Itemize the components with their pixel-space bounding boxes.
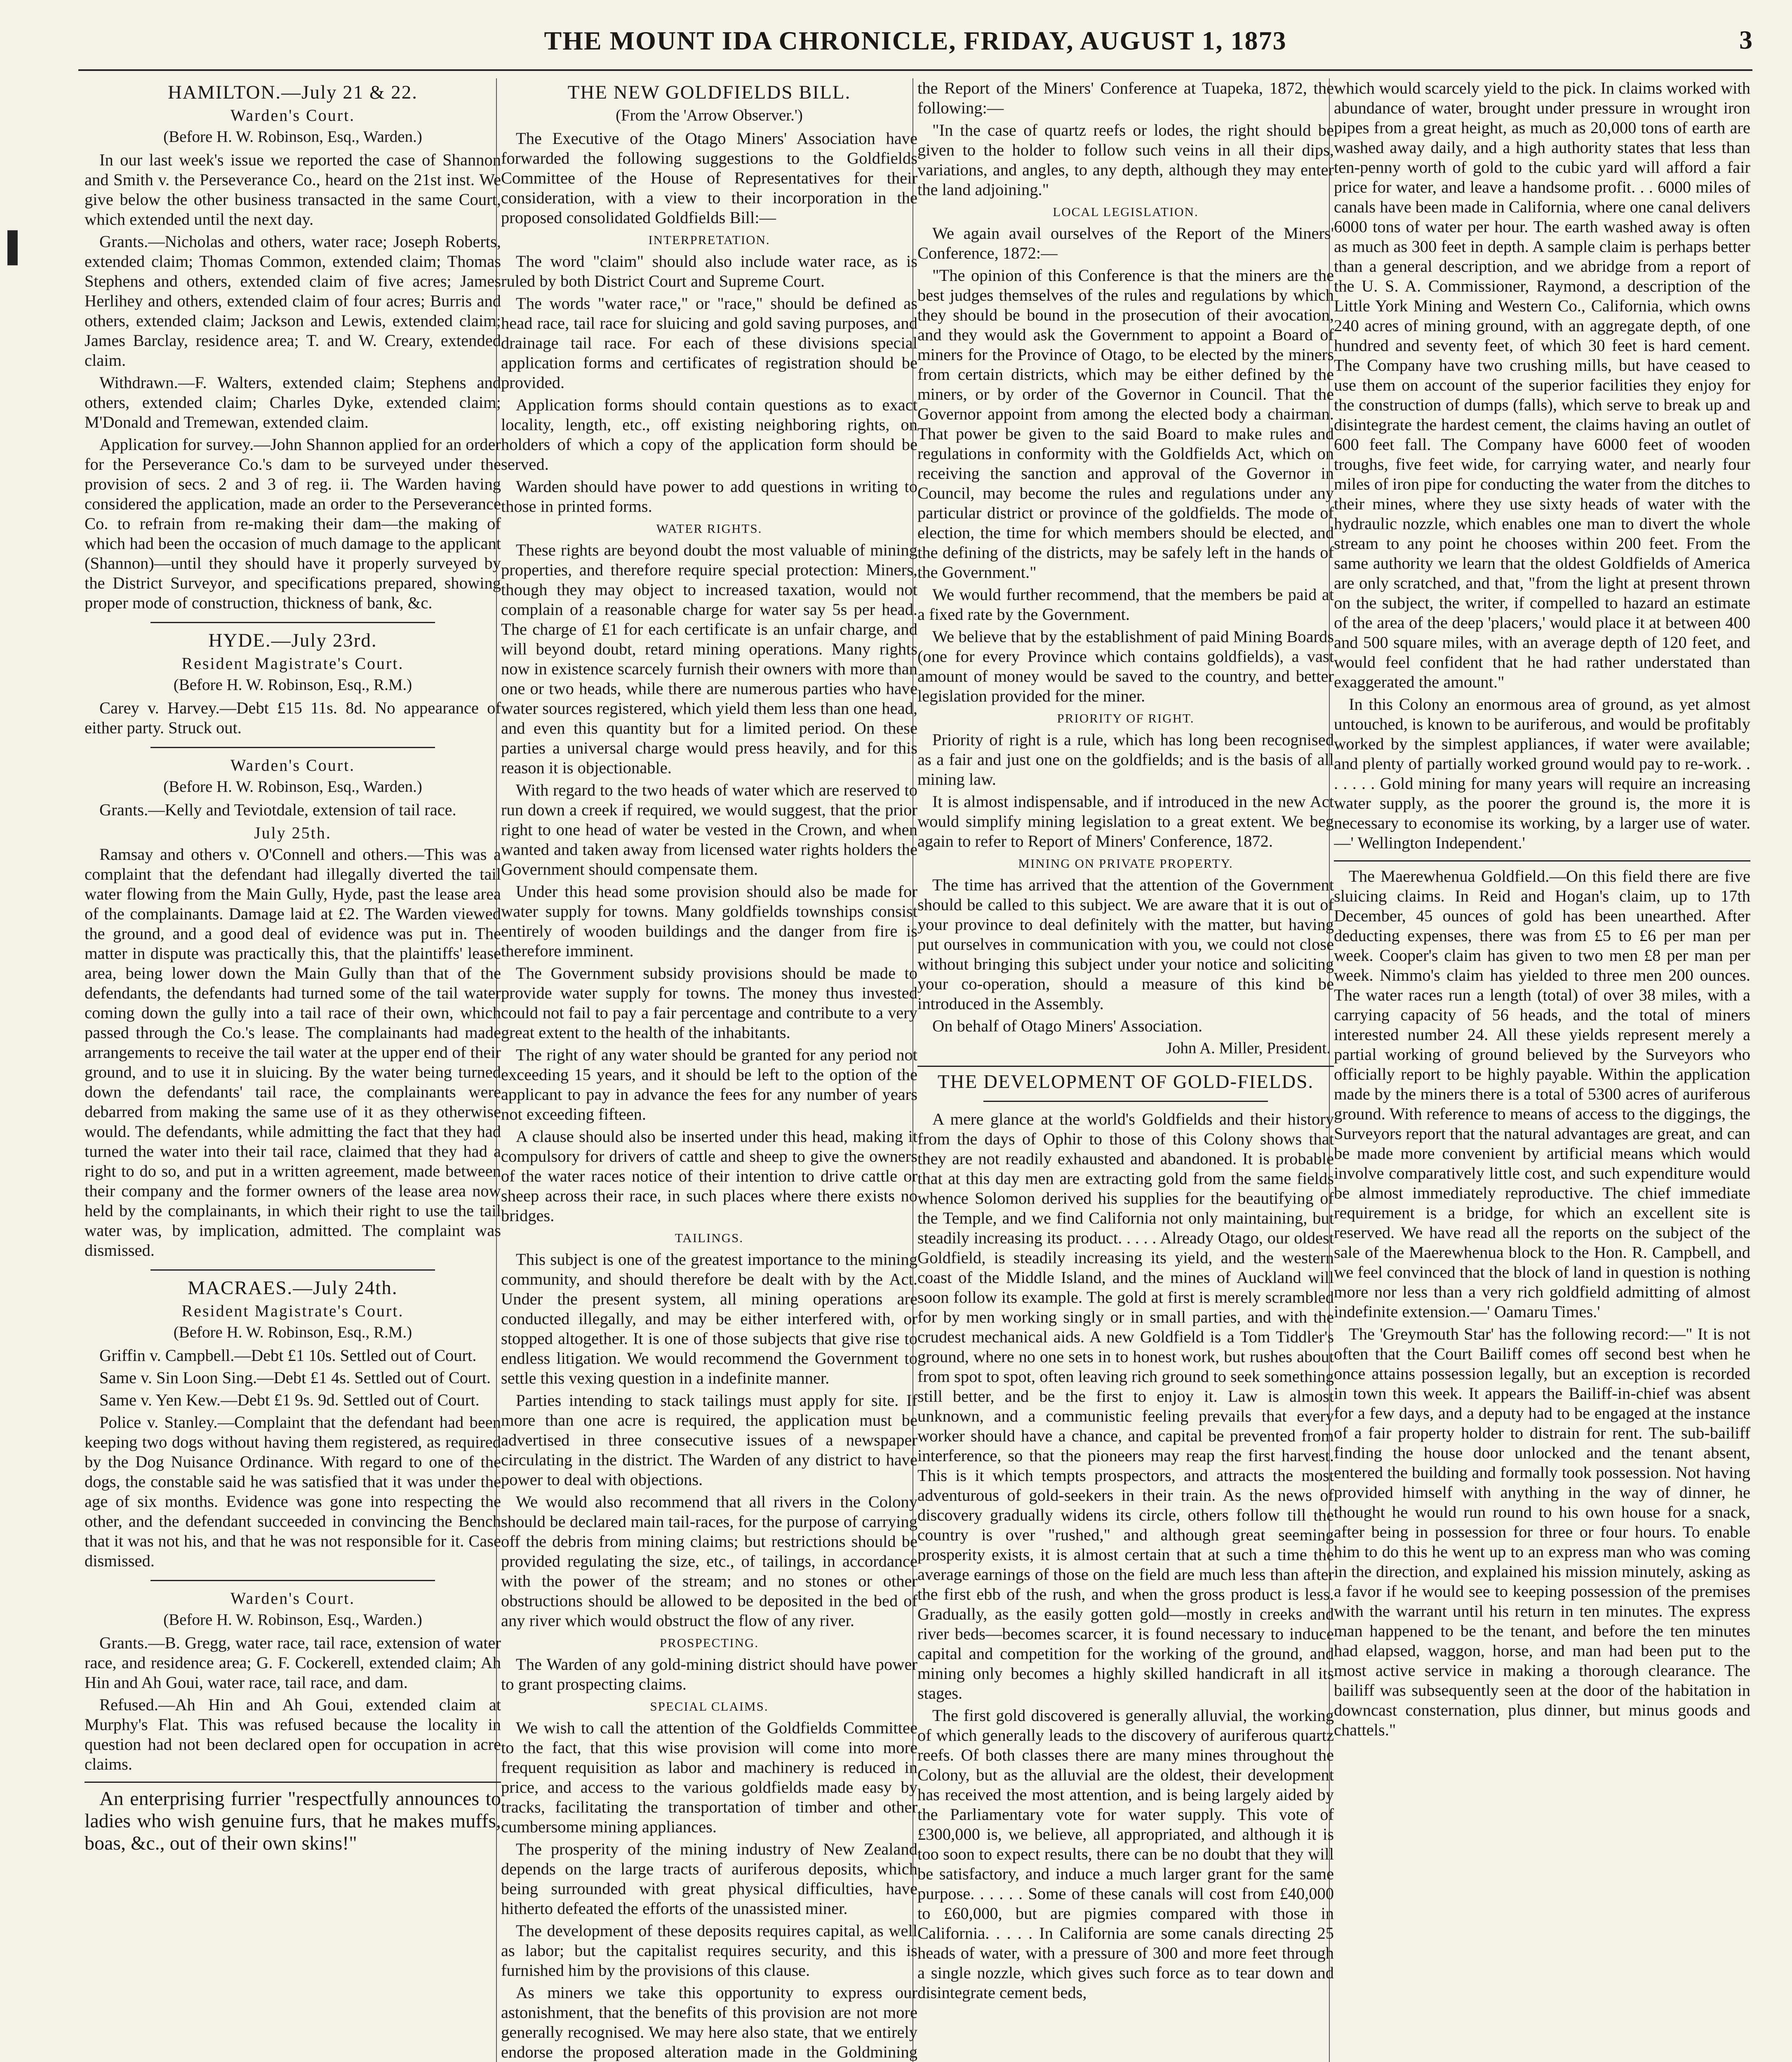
page-number: 3 [1739,25,1752,54]
article-paragraph: With regard to the two heads of water which are reserved to run down a creek if required, we would suggest, that the prior right to one head of water be vested in the Crown, and when wanted and taken away from licensed water rights holders the Government should compensate them. [501,781,917,878]
column-1 [85,78,501,2062]
hyde-heading: HYDE.—July 23rd. [208,630,377,651]
report-paragraph: Same v. Sin Loon Sing.—Debt £1 4s. Settled out of Court. [99,1368,491,1387]
article-paragraph: The words "water race," or "race," should be defined as head race, tail race for sluicing and gold saving purposes, and drainage tail race. For each of these divisions special application forms and certificates of registration should be provided. [501,294,917,392]
article-paragraph: This subject is one of the greatest importance to the mining community, and should therefore be dealt with by the Act. Under the present system, all mining operations are conducted illegally, and may be either interfered with, or stopped altogether. It is one of those subjects that give rise to endless litigation. We would recommend the Government to settle this vexing question in a indefinite manner. [501,1250,917,1387]
article-intro: The Executive of the Otago Miners' Association have forwarded the following suggestions to the Goldfields Committee of the House of Representatives for their consideration, with a view to their incorporation in the proposed consolidated Goldfields Bill:— [501,129,917,227]
furrier-paragraph: An enterprising furrier "respectfully announces to ladies who wish genuine furs, that he makes muffs, boas, &c., out of their own skins!" [85,1788,501,1854]
report-paragraph: Grants.—B. Gregg, water race, tail race, extension of water race, and residence area; G. F. Cockerell, extended claim; Ah Hin and Ah Goui, water race, tail race, and dam. [85,1634,501,1692]
section-rule [151,1269,435,1271]
section-rule [1334,860,1750,862]
section-subhead: MINING ON PRIVATE PROPERTY. [1018,856,1233,871]
article-paragraph: The time has arrived that the attention of the Government should be called to this subject. We are aware that it is out of your province to deal definitely with the matter, but having put ourselves in communication with you, we could not close without bringing this subject under your notice and soliciting your co-operation, should a measure of this kind be introduced in the Assembly. [917,876,1334,1013]
section-rule [85,1782,501,1783]
section-rule [151,622,435,623]
court-heading: Warden's Court. [230,106,355,125]
article-paragraph: A mere glance at the world's Goldfields and their history from the days of Ophir to those of this Colony shows that they are not readily exhausted and abandoned. It is probable that at this day men are extracting gold from the same fields whence Solomon derived his supplies for the beautifying of the Temple, and we find California not only maintaining, but steadily increasing its product. . . . . Already Otago, our oldest Goldfield, is steadily increasing its yield, and the western coast of the Middle Island, and the mines of Auckland will soon follow its example. The gold at first is merely scrambled for by men working singly or in small parties, and with the crudest mechanical aids. A new Goldfield is a Tom Tiddler's ground, where no one sets in to honest work, but rushes about from spot to spot, often leaving rich ground to seek something still better, and be the first to enjoy it. Law is almost unknown, and a communistic feeling prevails that every worker should have a chance, and capital be prevented from interference, so that the pioneers may reap the first harvest. This is it which tempts prospectors, and attracts the most adventurous of gold-seekers in their train. As the news of discovery gradually widens its circle, others follow till the country is over "rushed," and although great seeming prosperity exists, it is almost certain that at such a time the average earnings of those on the field are much less than after the first ebb of the rush, and when the gross product is less. Gradually, as the easily gotten gold—mostly in creeks and river beds—becomes scarcer, it is found necessary to induce capital and competition for the working of the ground, and mining only becomes a highly skilled handicraft in all its stages. [917,1110,1334,1702]
margin-mark: ▌ [7,231,28,263]
report-paragraph: Withdrawn.—F. Walters, extended claim; Stephens and others, extended claim; Charles Dyke, extended claim; M'Donald and Tremewan, extended claim. [85,373,501,431]
section-subhead: TAILINGS. [675,1231,744,1245]
section-subhead: SPECIAL CLAIMS. [650,1699,769,1714]
article-paragraph: The word "claim" should also include water race, as is ruled by both District Court and Supreme Court. [501,252,917,290]
article-paragraph: In this Colony an enormous area of ground, as yet almost untouched, is known to be auriferous, and would be profitably worked by the simplest appliances, if water were available; and plenty of partially worked ground would pay to re-work. . . . . . . Gold mining for many years will require an increasing water supply, as the poorer the ground is, the more it is necessary to economise its working, by a larger use of water.—' Wellington Independent.' [1334,695,1750,852]
report-paragraph: Ramsay and others v. O'Connell and others.—This was a complaint that the defendant had illegally diverted the tail water flowing from the Main Gully, Hyde, past the lease area of the complainants. Damage laid at £2. The Warden viewed the ground, and a good deal of evidence was put in. The matter in dispute was practically this, that the plaintiffs' lease area, being lower down the Main Gully than that of the defendants, the defendants had turned some of the tail water coming down the gully into a tail race of their own, which passed through the Co.'s lease. The complainants had made arrangements to receive the tail water at the upper end of their ground, and to use it in sluicing. By the water being turned down the defendants' tail race, the complainants were debarred from making the same use of it as they otherwise would. The defendants, while admitting the fact that they had turned the water into their tail race, claimed that they had a right to do so, and put in a written agreement, made between their company and the former owners of the lease area now held by the complainants, in which their right to use the tail water was, by implication, admitted. The complaint was dismissed. [85,845,501,1259]
article-paragraph: Priority of right is a rule, which has long been recognised as a fair and just one on the goldfields; and is the basis of all mining law. [917,730,1334,789]
maerewhenua-paragraph: The Maerewhenua Goldfield.—On this field there are five sluicing claims. In Reid and Hogan's claim, up to 17th December, 45 ounces of gold has been unearthed. After deducting expenses, there was from £5 to £6 per man per week. Cooper's claim has given to two men £8 per man per week. Nimmo's claim has yielded to three men 200 ounces. The water races run a length (total) of over 38 miles, with a carrying capacity of 56 heads, and the total of miners interested number 24. All these yields represent merely a partial working of ground believed by the Surveyors who officially report to be highly payable. Within the application made by the miners there is a total of 5300 acres of auriferous ground. With reference to means of access to the diggings, the Surveyors report that the natural advantages are great, and can be made more convenient by artificial means which would involve comparatively little cost, and such expenditure would be almost immediately reproductive. The chief immediate requirement is a bridge, for which an excellent site is reserved. We have read all the reports on the subject of the sale of the Maerewhenua block to the Hon. R. Campbell, and we feel convinced that the block of land in question is nothing more nor less than a very rich goldfield admitting of almost indefinite extension.—' Oamaru Times.' [1334,867,1750,1321]
date-heading: July 25th. [254,824,332,842]
macraes-heading: MACRAES.—July 24th. [188,1277,398,1299]
article-paragraph: We would further recommend, that the members be paid at a fixed rate by the Government. [917,585,1334,624]
article-paragraph: The development of these deposits requires capital, as well as labor; but the capitalist requires security, and this is furnished him by the provisions of this clause. [501,1921,917,1980]
article-paragraph: the Report of the Miners' Conference at Tuapeka, 1872, the following:— [917,79,1334,117]
article-paragraph: which would scarcely yield to the pick. In claims worked with abundance of water, brought under pressure in wrought iron pipes from a great height, as much as 20,000 tons of earth are washed away daily, and a high authority states that less than ten-penny worth of gold to the cubic yard will afford a fair price for water, and leave a handsome profit. . . 6000 miles of canals have been made in California, where one canal delivers 6000 tons of water per hour. The earth washed away is often as much as 300 feet in depth. A sample claim is perhaps better than a general description, and we abridge from a report of the U. S. A. Commissioner, Raymond, a description of the Little York Mining and Western Co., California, which owns 240 acres of mining ground, with an aggregate depth, of one hundred and seventy feet, of which 30 feet is hard cement. The Company have two crushing mills, but have ceased to use them on account of the superior facilities they enjoy for the construction of dumps (falls), which serve to break up and disintegrate the hardest cement, the claims having an outlet of 600 feet fall. The Company have 6000 feet of wooden troughs, five feet wide, for carrying water, and nearly four miles of iron pipe for conducting the water from the ditches to their mines, where they use sixty heads of water with the hydraulic nozzle, which enables one man to divert the whole stream to any point he chooses within 200 feet. From the same authority we learn that the oldest Goldfields of America are only scratched, and that, "from the light at present thrown on the subject, the writer, if compelled to hazard an estimate of the area of the deep 'placers,' would place it at between 400 and 500 square miles, with an average depth of 120 feet, and would feel confident that he had rather understated than exaggerated the amount." [1334,79,1750,691]
article-paragraph: Application forms should contain questions as to exact locality, length, etc., off existing neighboring rights, on holders of which a copy of the application form should be served. [501,395,917,473]
court-heading: Resident Magistrate's Court. [181,1302,404,1320]
greymouth-paragraph: The 'Greymouth Star' has the following record:—" It is not often that the Court Bailiff comes off second best when he once attains possession legally, but an exception is recorded in town this week. It appears the Bailiff-in-chief was absent for a few days, and a deputy had to be engaged at the instance of a fair property holder to distrain for rent. The sub-bailiff finding the house door unlocked and the tenant absent, entered the building and formally took possession. Not having provided himself with anything in the way of dinner, he thought he would run round to his own house for a snack, after being in possession for three or four hours. To enable him to do this he went up to an express man who was coming in the direction, and explained his mission minutely, asking as a favor if he would see to keeping possession of the premises with the warrant until his return in ten minutes. The express man happened to be the tenant, and before the ten minutes had elapsed, waggon, horse, and man had been put to the most active service in making a thorough clearance. The bailiff was subsequently seen at the door of the habitation in downcast consternation, plus dinner, but minus goods and chattels." [1334,1325,1750,1739]
court-heading: Warden's Court. [230,756,355,774]
article-paragraph: Warden should have power to add questions in writing to those in printed forms. [501,477,917,516]
court-before: (Before H. W. Robinson, Esq., R.M.) [173,1323,412,1341]
section-rule [917,1066,1334,1067]
signature: John A. Miller, President. [1166,1039,1331,1057]
report-paragraph: In our last week's issue we reported the case of Shannon and Smith v. the Perseverance Co., heard on the 21st inst. We give below the other business transacted in the same Court, which extended until the next day. [85,151,501,228]
report-paragraph: Carey v. Harvey.—Debt £15 11s. 8d. No appearance of either party. Struck out. [85,699,501,737]
section-subhead: PROSPECTING. [659,1636,759,1650]
newspaper-title: THE MOUNT IDA CHRONICLE, FRIDAY, AUGUST 1, 1873 [544,26,1287,55]
column-2 [501,78,917,2062]
article-paragraph: We again avail ourselves of the Report of the Miners' Conference, 1872:— [917,224,1334,262]
report-paragraph: Same v. Yen Kew.—Debt £1 9s. 9d. Settled out of Court. [99,1391,480,1409]
section-subhead: LOCAL LEGISLATION. [1053,205,1199,219]
section-rule [151,747,435,748]
article-paragraph: These rights are beyond doubt the most valuable of mining properties, and therefore require special protection: Miners, though they may object to increased taxation, would not complain of a reasonable charge for water say 5s per head. The charge of £1 for each certificate is an unfair charge, and will beyond doubt, retard mining operations. Many rights now in existence scarcely furnish their owners with more than one or two heads, while there are numerous parties who have water sources registered, which yield them less than one head, and even this quantity but for a limited period. On these parties a universal charge would press heavily, and for this reason it is objectionable. [501,541,917,777]
article-paragraph: "In the case of quartz reefs or lodes, the right should be given to the holder to follow such veins in all their dips, variations, and angles, to any depth, although they may enter the land adjoining." [917,121,1334,199]
report-paragraph: Application for survey.—John Shannon applied for an order for the Perseverance Co.'s dam to be surveyed under the provision of secs. 2 and 3 of reg. ii. The Warden having considered the application, made an order to the Perseverance Co. to refrain from re-making their dam—the making of which had been the occasion of much damage to the applicant (Shannon)—until they should have it properly surveyed by the District Surveyor, and specifications prepared, showing proper mode of construction, thickness of bank, &c. [85,435,501,612]
section-subhead: WATER RIGHTS. [656,521,762,536]
report-paragraph: Griffin v. Campbell.—Debt £1 10s. Settled out of Court. [99,1346,477,1365]
article-paragraph: Parties intending to stack tailings must apply for site. If more than one acre is required, the application must be advertised in three consecutive issues of a newspaper circulating in the district. The Warden of any district to have power to deal with objections. [501,1391,917,1489]
section-rule [151,1580,435,1581]
column-3 [917,78,1334,2062]
report-paragraph: Grants.—Nicholas and others, water race; Joseph Roberts, extended claim; Thomas Common, extended claim; Thomas Stephens and others, extended claim of five acres; James Herlihey and others, extended claim of four acres; Burris and others, extended claim; Jackson and Lewis, extended claim; James Barclay, residence area; T. and W. Creary, extended claim. [85,232,501,370]
court-before: (Before H. W. Robinson, Esq., Warden.) [163,1611,422,1629]
masthead [78,9,1752,67]
article-paragraph: As miners we take this opportunity to express our astonishment, that the benefits of this provision are not more generally recognised. We may here also state, that we entirely endorse the proposed alteration made in the Goldmining [501,1983,917,2061]
article-paragraph: "The opinion of this Conference is that the miners are the best judges themselves of the rules and regulations by which they should be bound in the prosecution of their avocation, and they would ask the Government to appoint a Board of miners for the Province of Otago, to be elected by the miners from certain districts, which may be either defined by the miners, or by order of the Governor in Council. That the Governor appoint from among the elected body a chairman. That power be given to the said Board to make rules and regulations in conformity with the Goldfields Act, which on receiving the sanction and approval of the Governor in Council, may become the rules and regulations under any particular district or province of the goldfields. The mode of election, the time for which members should be elected, and the defining of the districts, may be safely left in the hands of the Government." [917,266,1334,581]
article-paragraph: The prosperity of the mining industry of New Zealand depends on the large tracts of auriferous deposits, which being surrounded with great physical difficulties, have hitherto defeated the efforts of the unassisted miner. [501,1840,917,1918]
article-paragraph: We believe that by the establishment of paid Mining Boards (one for every Province which contains goldfields), a vast amount of money would be saved to the country, and better legislation provided for the miner. [917,627,1334,705]
article-paragraph: The Warden of any gold-mining district should have power to grant prospecting claims. [501,1655,917,1693]
column-4 [1334,78,1750,2062]
article-paragraph: The first gold discovered is generally alluvial, the working of which generally leads to the discovery of auriferous quartz reefs. Of both classes there are many mines throughout the Colony, but as the alluvial are the oldest, their development has received the most attention, and is being largely aided by the Parliamentary vote for water supply. This vote of £300,000 is, we believe, all appropriated, and although it is too soon to expect results, there can be no doubt that they will be satisfactory, and induce a much larger grant for the same purpose. . . . . . Some of these canals will cost from £40,000 to £60,000, but are pigmies compared with those in California. . . . . In California are some canals directing 25 heads of water, with a pressure of 300 and more feet through a single nozzle, which gives such force as to tear down and disintegrate cement beds, [917,1706,1334,2002]
section-rule [983,1101,1268,1102]
development-heading: THE DEVELOPMENT OF GOLD-FIELDS. [937,1071,1314,1092]
court-heading: Warden's Court. [230,1589,355,1608]
hamilton-heading: HAMILTON.—July 21 & 22. [167,82,418,103]
article-paragraph: We wish to call the attention of the Goldfields Committee to the fact, that this wise provision will come into more frequent requisition as labor and machinery is reduced in price, and access to the various goldfields made easy by tracks, facilitating the transportation of timber and other cumbersome mining appliances. [501,1718,917,1836]
court-before: (Before H. W. Robinson, Esq., R.M.) [173,676,412,694]
article-paragraph: A clause should also be inserted under this head, making it compulsory for drivers of cattle and sheep to give the owners of the water races notice of their intention to drive cattle or sheep across their race, in such places where there exists no bridges. [501,1127,917,1225]
article-source: (From the 'Arrow Observer.') [616,106,803,124]
article-paragraph: The right of any water should be granted for any period not exceeding 15 years, and it should be left to the option of the applicant to pay in advance the fees for any number of years not exceeding fifteen. [501,1045,917,1123]
court-heading: Resident Magistrate's Court. [181,654,404,673]
court-before: (Before H. W. Robinson, Esq., Warden.) [163,778,422,796]
article-paragraph: Under this head some provision should also be made for water supply for towns. Many goldfields townships consist entirely of wooden buildings and the danger from fire is therefore imminent. [501,882,917,960]
article-paragraph: The Government subsidy provisions should be made to provide water supply for towns. The money thus invested could not fail to pay a fair percentage and contribute to a very great extent to the health of the inhabitants. [501,964,917,1042]
report-paragraph: Refused.—Ah Hin and Ah Goui, extended claim at Murphy's Flat. This was refused because the locality in question had not been declared open for occupation in acre claims. [85,1695,501,1773]
section-subhead: PRIORITY OF RIGHT. [1057,711,1195,725]
court-before: (Before H. W. Robinson, Esq., Warden.) [163,128,422,146]
article-heading: THE NEW GOLDFIELDS BILL. [567,82,851,103]
section-subhead: INTERPRETATION. [648,233,770,247]
masthead-rule [78,69,1752,71]
article-paragraph: On behalf of Otago Miners' Association. [932,1017,1203,1035]
report-paragraph: Grants.—Kelly and Teviotdale, extension of tail race. [99,800,456,819]
article-paragraph: We would also recommend that all rivers in the Colony should be declared main tail-races, for the purpose of carrying off the debris from mining claims; but restrictions should be provided regulating the size, etc., of tailings, in accordance with the power of the stream; and no stones or other obstructions should be allowed to be deposited in the bed of any river which would obstruct the flow of any river. [501,1492,917,1630]
report-paragraph: Police v. Stanley.—Complaint that the defendant had been keeping two dogs without having them registered, as required by the Dog Nuisance Ordinance. With regard to one of the dogs, the constable said he was satisfied that it was under the age of six months. Evidence was gone into respecting the other, and the defendant succeeded in convincing the Bench that it was not his, and that he was not responsible for it. Case dismissed. [85,1413,501,1570]
article-paragraph: It is almost indispensable, and if introduced in the new Act would simplify mining legislation to a great extent. We beg again to refer to Report of Miners' Conference, 1872. [917,792,1334,850]
